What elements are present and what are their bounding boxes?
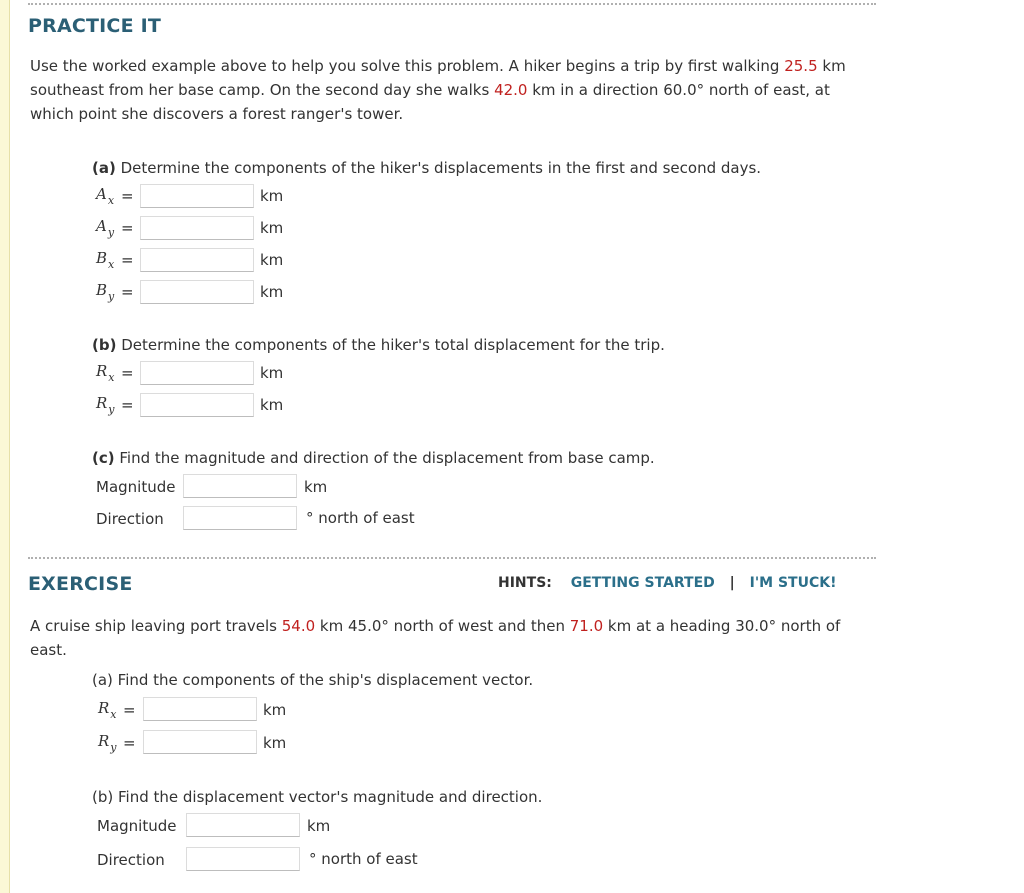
unit-ax: km xyxy=(260,187,284,205)
exercise-magnitude-label: Magnitude xyxy=(97,817,177,835)
var-ay: $A_y$ xyxy=(96,217,115,239)
direction-input[interactable] xyxy=(183,506,297,530)
unit-direction: ° north of east xyxy=(306,509,415,527)
exercise-magnitude-input[interactable] xyxy=(186,813,300,837)
practice-part-c-text: Find the magnitude and direction of the displacement from base camp. xyxy=(114,449,655,467)
ry-input[interactable] xyxy=(140,393,254,417)
direction-label: Direction xyxy=(96,510,164,528)
unit-ay: km xyxy=(260,219,284,237)
equals-by: = xyxy=(121,283,134,301)
exercise-direction-label: Direction xyxy=(97,851,165,869)
practice-intro xyxy=(30,54,870,126)
practice-intro-text-1: Use the worked example above to help you solve this problem. A hiker begins a trip by first walking xyxy=(30,57,785,75)
exercise-value-2: 71.0 xyxy=(569,617,604,635)
var-bx: $B_x$ xyxy=(96,249,115,271)
exercise-part-a: (a) Find the components of the ship's displacement vector. xyxy=(92,671,534,689)
unit-by: km xyxy=(260,283,284,301)
left-margin-rule xyxy=(0,0,10,893)
practice-part-b-text: Determine the components of the hiker's total displacement for the trip. xyxy=(116,336,665,354)
rx-input[interactable] xyxy=(140,361,254,385)
hint-getting-started-link[interactable]: GETTING STARTED xyxy=(570,575,715,591)
exercise-value-1: 54.0 xyxy=(281,617,316,635)
exercise-var-rx: $R_x$ xyxy=(98,699,117,721)
exercise-intro xyxy=(30,614,870,662)
practice-part-a xyxy=(92,159,761,177)
practice-intro-text-2: km southeast from her base camp. On the second day she walks xyxy=(30,57,846,99)
var-by: $B_y$ xyxy=(96,281,115,303)
exercise-part-b: (b) Find the displacement vector's magnitude and direction. xyxy=(92,788,543,806)
practice-part-a-text: Determine the components of the hiker's displacements in the first and second days. xyxy=(115,159,762,177)
unit-magnitude: km xyxy=(304,478,328,496)
bx-input[interactable] xyxy=(140,248,254,272)
practice-value-1: 25.5 xyxy=(784,57,818,75)
exercise-unit-direction: ° north of east xyxy=(309,850,418,868)
exercise-unit-rx: km xyxy=(263,701,287,719)
ax-input[interactable] xyxy=(140,184,254,208)
hints-bar xyxy=(498,575,836,591)
equals-ay: = xyxy=(121,219,134,237)
var-ry: $R_y$ xyxy=(96,394,115,416)
practice-part-a-letter: (a) xyxy=(92,159,116,177)
exercise-var-ry: $R_y$ xyxy=(98,732,117,754)
exercise-intro-text-1: A cruise ship leaving port travels xyxy=(30,617,282,635)
practice-intro-text-3: km in a direction 60.0° north of east, at which point she discovers a forest ranger's tower. xyxy=(30,81,830,123)
equals-ax: = xyxy=(121,187,134,205)
exercise-ry-input[interactable] xyxy=(143,730,257,754)
exercise-intro-text-3: km at a heading 30.0° north of east. xyxy=(30,617,841,659)
exercise-equals-rx: = xyxy=(123,701,136,719)
ay-input[interactable] xyxy=(140,216,254,240)
practice-part-c xyxy=(92,449,655,467)
unit-rx: km xyxy=(260,364,284,382)
equals-ry: = xyxy=(121,396,134,414)
practice-part-c-letter: (c) xyxy=(92,449,115,467)
exercise-intro-text-2: km 45.0° north of west and then xyxy=(315,617,570,635)
exercise-unit-ry: km xyxy=(263,734,287,752)
practice-title: PRACTICE IT xyxy=(28,15,162,37)
exercise-direction-input[interactable] xyxy=(186,847,300,871)
hint-im-stuck-link[interactable]: I'M STUCK! xyxy=(749,575,837,591)
middle-divider xyxy=(28,557,876,559)
practice-part-b-letter: (b) xyxy=(92,336,117,354)
magnitude-label: Magnitude xyxy=(96,478,176,496)
practice-part-b xyxy=(92,336,665,354)
equals-rx: = xyxy=(121,364,134,382)
exercise-rx-input[interactable] xyxy=(143,697,257,721)
unit-bx: km xyxy=(260,251,284,269)
magnitude-input[interactable] xyxy=(183,474,297,498)
exercise-equals-ry: = xyxy=(123,734,136,752)
hints-label: HINTS: xyxy=(498,575,552,591)
by-input[interactable] xyxy=(140,280,254,304)
practice-value-2: 42.0 xyxy=(494,81,528,99)
equals-bx: = xyxy=(121,251,134,269)
hint-separator: | xyxy=(729,575,735,591)
var-rx: $R_x$ xyxy=(96,362,115,384)
exercise-title: EXERCISE xyxy=(28,573,133,595)
unit-ry: km xyxy=(260,396,284,414)
exercise-unit-magnitude: km xyxy=(307,817,331,835)
var-ax: $A_x$ xyxy=(96,185,115,207)
top-divider xyxy=(28,3,876,5)
